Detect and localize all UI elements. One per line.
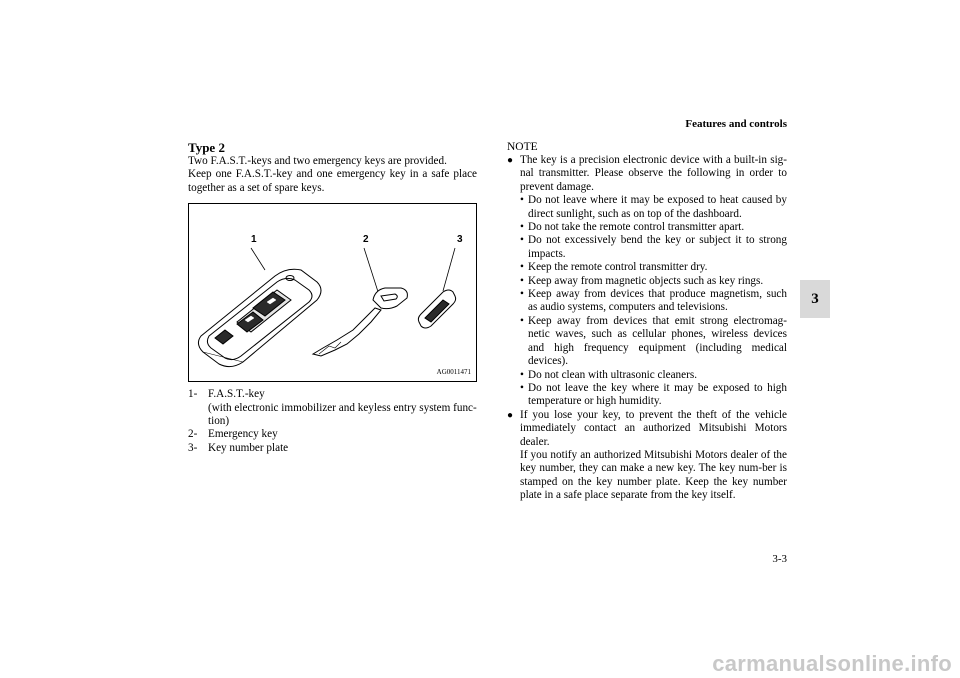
- left-column: [188, 141, 477, 455]
- figure-label: 3: [457, 234, 463, 246]
- note-subitem: • Do not take the remote control transmitter apart.: [520, 221, 787, 234]
- legend-text: tion): [208, 415, 230, 428]
- key-drawing: [189, 204, 476, 381]
- subitem-text: Do not excessively bend the key or subject it to strong impacts.: [528, 234, 787, 260]
- intro-line: Keep one F.A.S.T.-key and one emergency key in a safe place: [188, 168, 477, 181]
- subitem-text: Do not take the remote control transmitter apart.: [528, 221, 745, 234]
- subitem-text: Keep away from devices that emit strong electromag-netic waves, such as cellular phones, wireless devices and high frequency equipment (including medical devices).: [528, 314, 787, 368]
- note-subitem: • Do not excessively bend the key or subject it to strong impacts.: [520, 234, 787, 260]
- bullet-icon: ●: [507, 155, 514, 166]
- page-number: 3-3: [772, 553, 787, 565]
- note-subitem: • Do not leave where it may be exposed to heat caused by direct sunlight, such as on top of the dashboard.: [520, 194, 787, 220]
- leader-line-2: [364, 248, 380, 298]
- figure-label: 1: [251, 234, 257, 246]
- legend-text: (with electronic immobilizer and keyless entry system func-: [208, 401, 477, 414]
- note-column: [507, 141, 787, 503]
- fast-key-icon: [198, 269, 321, 366]
- bullet-icon: ●: [507, 409, 514, 421]
- intro-line: Two F.A.S.T.-keys and two emergency keys are provided.: [188, 155, 447, 167]
- section-title: Type 2: [188, 140, 225, 155]
- note-bullet: [507, 154, 787, 409]
- key-illustration: [188, 203, 477, 382]
- note-text: If you lose your key, to prevent the theft of the vehicle immediately contact an authorized Mitsubishi Motors dealer.: [520, 408, 787, 448]
- figure-legend: [188, 388, 477, 455]
- note-title: NOTE: [507, 141, 538, 153]
- section-header: Features and controls: [685, 118, 787, 130]
- legend-item: [188, 428, 477, 441]
- emergency-key-icon: [313, 288, 407, 356]
- legend-number: 3-: [188, 441, 198, 454]
- figure-code: AG0011471: [436, 368, 471, 377]
- subitem-text: Do not clean with ultrasonic cleaners.: [528, 368, 697, 381]
- legend-item: [188, 442, 477, 455]
- note-subitem: • Keep the remote control transmitter dry.: [520, 261, 787, 274]
- watermark: carmanualsonline.info: [0, 650, 960, 678]
- legend-text: Emergency key: [208, 428, 278, 441]
- legend-number: 1-: [188, 388, 198, 401]
- legend-text: F.A.S.T.-key: [208, 388, 265, 401]
- intro-text: [188, 155, 477, 195]
- note-subitem: • Keep away from magnetic objects such as key rings.: [520, 275, 787, 288]
- note-subitem: • Do not clean with ultrasonic cleaners.: [520, 369, 787, 382]
- intro-line: together as a set of spare keys.: [188, 181, 325, 194]
- subitem-text: Do not leave where it may be exposed to heat caused by direct sunlight, such as on top of the dashboard.: [528, 194, 787, 220]
- subitem-text: Keep away from devices that produce magnetism, such as audio systems, computers and televisions.: [528, 288, 787, 314]
- note-subitem: • Do not leave the key where it may be exposed to high temperature or high humidity.: [520, 381, 787, 408]
- note-subitem: • Keep away from devices that produce magnetism, such as audio systems, computers and televisions.: [520, 288, 787, 314]
- figure-label: 2: [363, 234, 369, 246]
- legend-number: 2-: [188, 428, 198, 441]
- subitem-text: Keep away from magnetic objects such as key rings.: [528, 274, 764, 287]
- note-subitem: • Keep away from devices that emit strong electromag-netic waves, such as cellular phones, wireless devices and high frequency equipment (including medical devices).: [520, 314, 787, 368]
- leader-line-3: [443, 248, 455, 291]
- key-number-plate-icon: [418, 290, 455, 328]
- note-text: The key is a precision electronic device with a built-in sig-nal transmitter. Please observe the following in order to prevent damage.: [520, 154, 787, 193]
- subitem-text: Keep the remote control transmitter dry.: [528, 261, 708, 274]
- note-bullet: [507, 409, 787, 503]
- note-text: If you notify an authorized Mitsubishi Motors dealer of the key number, they can make a new key. The key num-ber is stamped on the key number plate. Keep the key number plate in a safe place separate from the key itself.: [520, 448, 787, 502]
- legend-text: Key number plate: [208, 441, 289, 454]
- subitem-text: Do not leave the key where it may be exposed to high temperature or high humidity.: [528, 381, 787, 408]
- chapter-tab: 3: [800, 280, 830, 318]
- legend-item: [188, 388, 477, 428]
- leader-line-1: [251, 248, 265, 270]
